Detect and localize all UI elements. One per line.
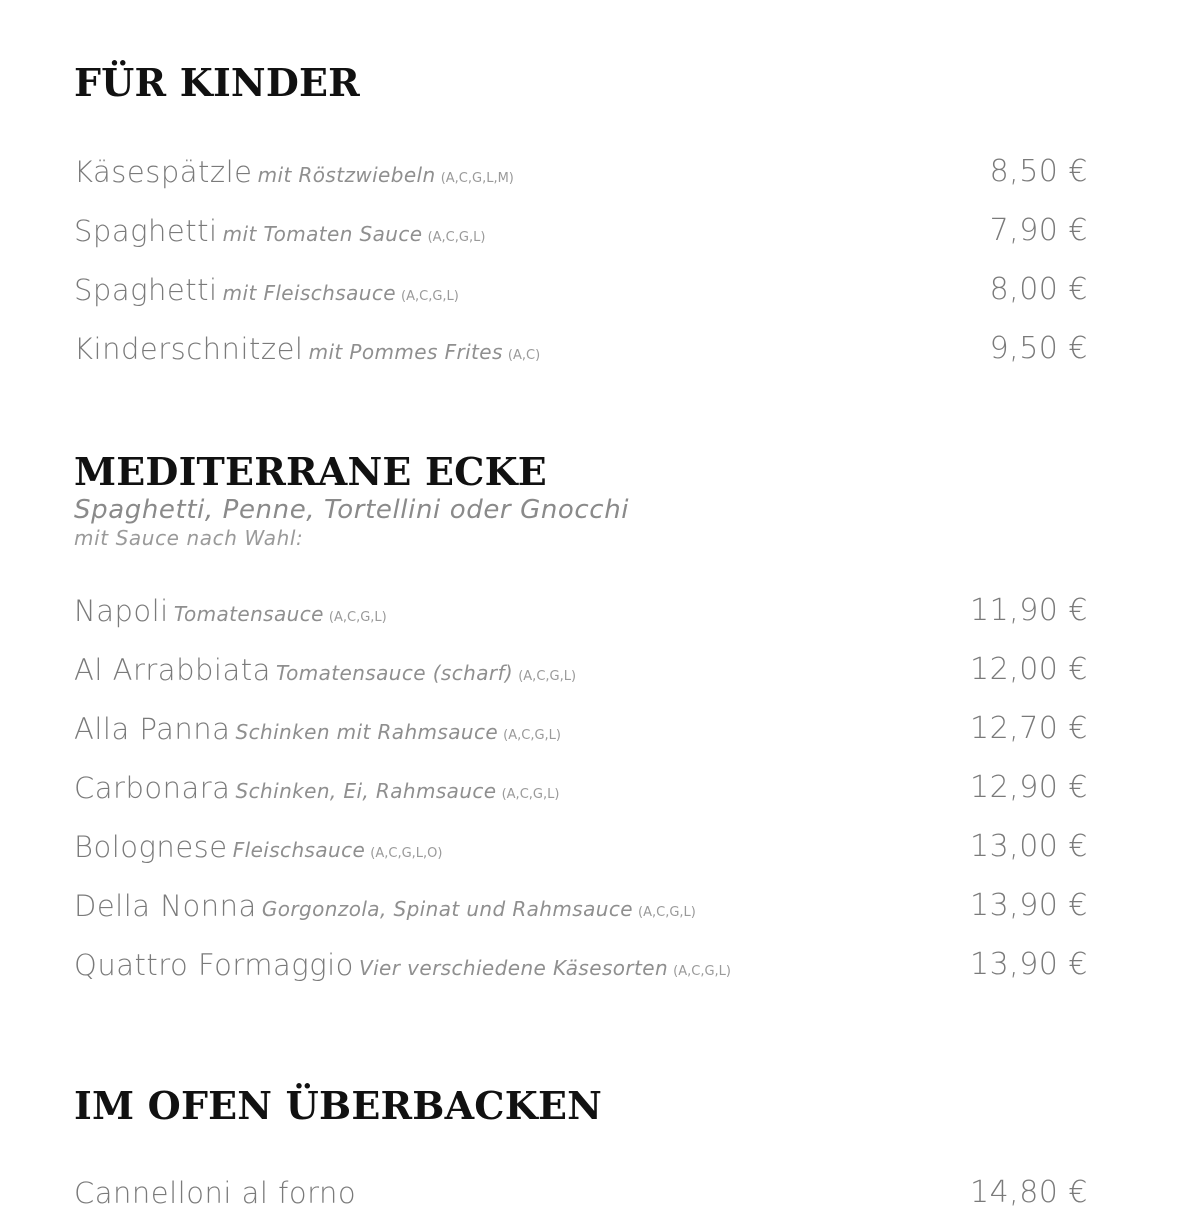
item-description: mit Fleischsauce (222, 281, 396, 305)
section-title: FÜR KINDER (74, 60, 360, 105)
item-allergens: (A,C,G,L) (518, 669, 577, 684)
menu-item (74, 587, 1088, 646)
item-text (74, 1176, 356, 1210)
menu-list (74, 1169, 1088, 1228)
section-fuer-kinder (74, 60, 1088, 384)
item-description: Schinken mit Rahmsauce (235, 720, 499, 744)
section-subtitle: Spaghetti, Penne, Tortellini oder Gnocchi (74, 495, 630, 525)
item-description: mit Pommes Frites (308, 340, 503, 364)
item-description: Tomatensauce (scharf) (275, 661, 514, 685)
item-price: 13,90 € (969, 888, 1088, 923)
item-text (74, 712, 561, 746)
item-price: 12,90 € (969, 770, 1088, 805)
section-subnote: mit Sauce nach Wahl: (74, 526, 304, 550)
item-allergens: (A,C,G,L) (328, 610, 387, 625)
item-name: Napoli (74, 594, 169, 628)
item-text (74, 214, 485, 248)
item-text (74, 771, 559, 805)
menu-item (74, 325, 1088, 384)
item-description: Schinken, Ei, Rahmsauce (235, 779, 497, 803)
item-allergens: (A,C,G,L,M) (440, 171, 514, 186)
item-name: Spaghetti (74, 214, 218, 248)
item-allergens: (A,C,G,L,O) (370, 846, 443, 861)
menu-item (74, 207, 1088, 266)
item-text (74, 332, 540, 366)
section-mediterrane-ecke (74, 449, 1088, 1000)
item-text (74, 273, 459, 307)
item-text (74, 948, 731, 982)
item-price: 7,90 € (989, 213, 1088, 248)
item-price: 11,90 € (969, 593, 1088, 628)
item-allergens: (A,C,G,L) (638, 905, 696, 920)
menu-item (74, 764, 1088, 823)
item-name: Alla Panna (74, 712, 231, 746)
section-title: MEDITERRANE ECKE (74, 449, 547, 494)
item-text (74, 155, 514, 189)
item-name: Bolognese (74, 830, 228, 864)
item-allergens: (A,C,G,L) (401, 289, 459, 304)
item-allergens: (A,C) (507, 348, 541, 363)
menu-item (74, 1169, 1088, 1228)
item-allergens: (A,C,G,L) (501, 787, 560, 802)
item-allergens: (A,C,G,L) (503, 728, 561, 743)
item-price: 12,70 € (969, 711, 1088, 746)
item-price: 13,90 € (969, 947, 1088, 982)
item-text (74, 889, 696, 923)
menu-item (74, 148, 1088, 207)
menu-item (74, 823, 1088, 882)
item-name: Käsespätzle (74, 155, 253, 189)
item-text (74, 653, 576, 687)
menu-item (74, 266, 1088, 325)
item-text (74, 830, 442, 864)
menu-item (74, 705, 1088, 764)
item-description: mit Tomaten Sauce (222, 222, 423, 246)
item-description: Gorgonzola, Spinat und Rahmsauce (261, 897, 633, 921)
item-name: Della Nonna (74, 889, 257, 923)
item-description: Fleischsauce (232, 838, 366, 862)
item-text (74, 594, 387, 628)
item-name: Kinderschnitzel (74, 332, 304, 366)
item-price: 14,80 € (969, 1175, 1088, 1210)
item-price: 8,00 € (989, 272, 1088, 307)
item-price: 9,50 € (989, 331, 1088, 366)
item-price: 12,00 € (969, 652, 1088, 687)
item-allergens: (A,C,G,L) (673, 964, 731, 979)
item-description: Tomatensauce (173, 602, 324, 626)
item-name: Al Arrabbiata (74, 653, 271, 687)
item-description: mit Röstzwiebeln (257, 163, 436, 187)
item-name: Quattro Formaggio (74, 948, 354, 982)
section-im-ofen-ueberbacken (74, 1083, 1088, 1228)
item-description: Vier verschiedene Käsesorten (359, 956, 669, 980)
menu-item (74, 882, 1088, 941)
item-allergens: (A,C,G,L) (427, 230, 486, 245)
item-name: Carbonara (74, 771, 231, 805)
menu-item (74, 646, 1088, 705)
item-name: Cannelloni al forno (74, 1176, 357, 1210)
section-title: IM OFEN ÜBERBACKEN (74, 1083, 603, 1128)
menu-list (74, 587, 1088, 1000)
menu-item (74, 941, 1088, 1000)
item-name: Spaghetti (74, 273, 218, 307)
menu-page (74, 0, 1088, 1210)
item-price: 13,00 € (969, 829, 1088, 864)
menu-list (74, 148, 1088, 384)
item-price: 8,50 € (989, 154, 1088, 189)
